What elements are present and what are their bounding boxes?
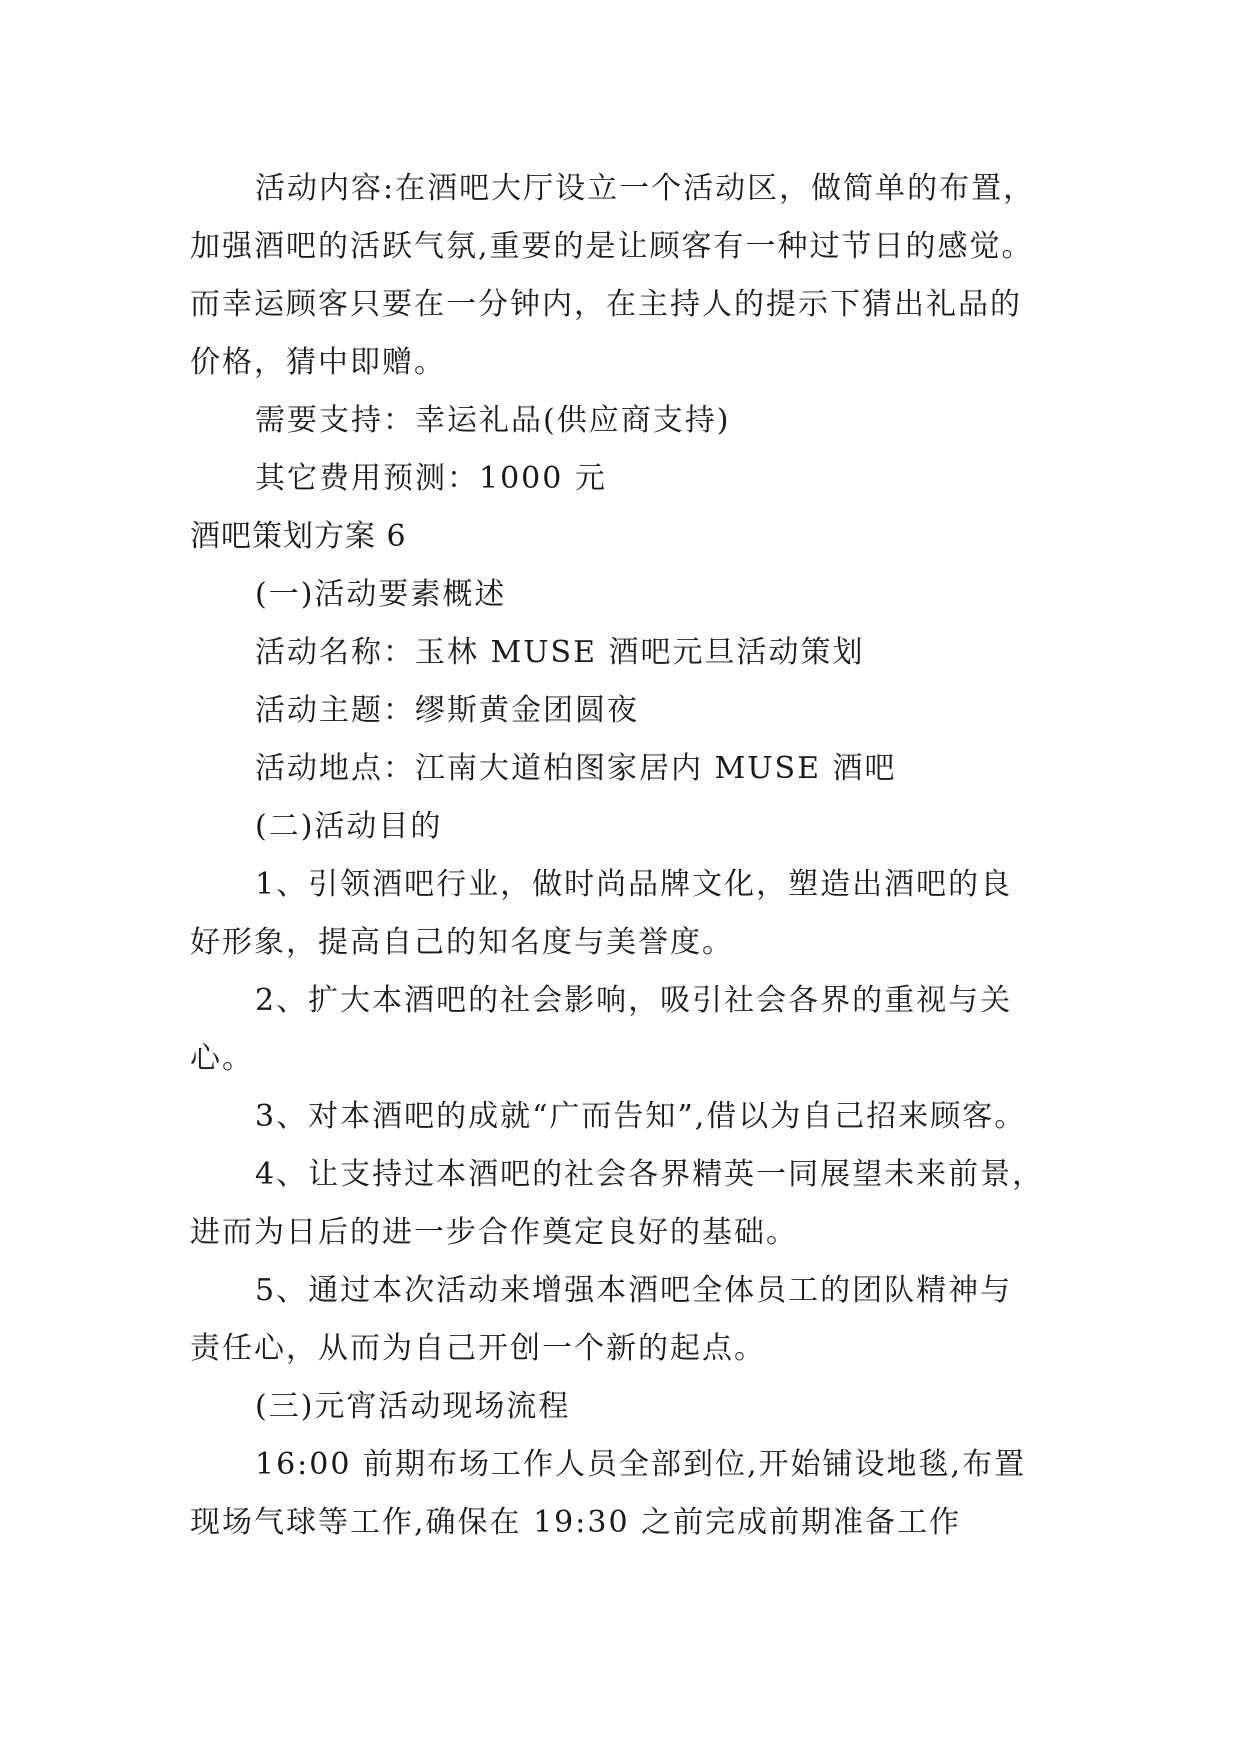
paragraph-line: 价格，猜中即赠。 [190,345,446,380]
paragraph-line: 需要支持：幸运礼品(供应商支持) [255,403,731,438]
paragraph-line: 活动主题：缪斯黄金团圆夜 [255,693,639,728]
list-item-line: 责任心，从而为自己开创一个新的起点。 [190,1331,766,1366]
list-item-line: 2、扩大本酒吧的社会影响，吸引社会各界的重视与关 [255,983,1013,1018]
subsection-heading: (二)活动目的 [255,809,443,844]
subsection-heading: (一)活动要素概述 [255,577,507,612]
list-item-line: 进而为日后的进一步合作奠定良好的基础。 [190,1215,798,1250]
section-heading: 酒吧策划方案 6 [190,519,407,554]
list-item-line: 4、让支持过本酒吧的社会各界精英一同展望未来前景， [255,1157,1045,1192]
paragraph-line: 而幸运顾客只要在一分钟内，在主持人的提示下猜出礼品的 [190,287,1022,322]
list-item-line: 3、对本酒吧的成就“广而告知”,借以为自己招来顾客。 [255,1099,1027,1134]
list-item-line: 5、通过本次活动来增强本酒吧全体员工的团队精神与 [255,1273,1013,1308]
paragraph-line: 加强酒吧的活跃气氛,重要的是让顾客有一种过节日的感觉。 [190,229,1034,264]
paragraph-line: 16:00 前期布场工作人员全部到位,开始铺设地毯,布置 [255,1447,1027,1482]
list-item-line: 心。 [190,1041,254,1076]
list-item-line: 好形象，提高自己的知名度与美誉度。 [190,925,734,960]
paragraph-line: 活动地点：江南大道柏图家居内 MUSE 酒吧 [255,751,897,786]
paragraph-line: 活动内容:在酒吧大厅设立一个活动区，做简单的布置， [255,171,1036,206]
subsection-heading: (三)元宵活动现场流程 [255,1389,571,1424]
list-item-line: 1、引领酒吧行业，做时尚品牌文化，塑造出酒吧的良 [255,867,1013,902]
document-body [190,160,1090,1552]
paragraph-line: 其它费用预测：1000 元 [255,461,607,496]
paragraph-line: 现场气球等工作,确保在 19:30 之前完成前期准备工作 [190,1505,962,1540]
paragraph-line: 活动名称：玉林 MUSE 酒吧元旦活动策划 [255,635,865,670]
